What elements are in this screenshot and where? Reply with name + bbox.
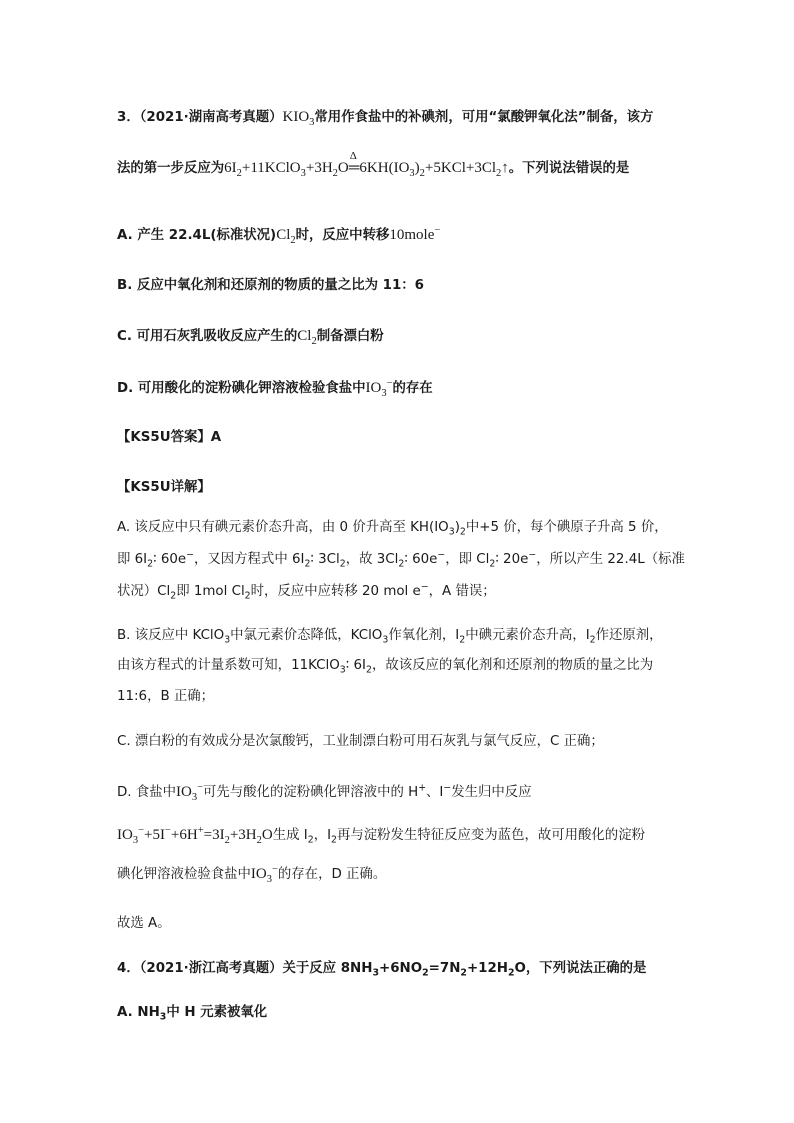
explanation-b-line-1: B. 该反应中 KClO$_3$中氯元素价态降低，KClO$_3$作氧化剂，$I_2$中碘元素价态升高，$I_2$作还原剂， xyxy=(117,628,663,646)
conclusion: 故选 A。 xyxy=(117,916,171,931)
q4-stem: 4．（2021·浙江高考真题）关于反应 $8NH_3+6NO_2=7N_2+12H_2O$，下列说法正确的是 xyxy=(117,961,647,979)
explanation-d-line-1: D. 食盐中$IO_3^-$可先与酸化的淀粉碘化钾溶液中的 H+、I−发生归中反应 xyxy=(117,782,532,803)
explanation-b-line-2: 由该方程式的计量系数可知，11KClO$_3$∶ $6I_2$，故该反应的氧化剂和还原剂的物质的量之比为 xyxy=(117,658,654,676)
explanation-b-line-3: 11:6，B 正确； xyxy=(117,689,215,704)
q3-stem-line-2: 法的第一步反应为$6I_2+11KClO_3+3H_2O$ Δ $═6KH(IO_3)_2+5KCl+3Cl_2↑$。下列说法错误的是 xyxy=(117,150,630,179)
heating-condition: Δ ═ xyxy=(348,150,360,176)
q3-answer: 【KS5U答案】A xyxy=(117,430,222,445)
explanation-a-line-2: 即 $6I_2∶$ 60e−，又因方程式中 $6I_2∶$ $3Cl_2$，故 $3Cl_2∶$ 60e−，即 $Cl_2∶$ 20e−，所以产生 22.4L（标准 xyxy=(117,549,685,570)
q3-detail-title: 【KS5U详解】 xyxy=(117,480,211,495)
explanation-d-line-2: $IO_3^-+5I^-+6H^+=3I_2+3H_2O$生成 $I_2$，$I_2$再与淀粉发生特征反应变为蓝色，故可用酸化的淀粉 xyxy=(117,825,645,846)
reaction-equation: $6I_2+11KClO_3+3H_2O$ Δ $═6KH(IO_3)_2+5KCl+3Cl_2↑$ xyxy=(224,150,509,179)
q3-option-c: C. 可用石灰乳吸收反应产生的$Cl_2$制备漂白粉 xyxy=(117,328,384,347)
explanation-a-line-3: 状况）$Cl_2$即 1mol $Cl_2$时，反应中应转移 20 mol e−，A 错误； xyxy=(117,581,496,602)
redox-equation: $IO_3^-+5I^-+6H^+=3I_2+3H_2O$ xyxy=(117,825,273,846)
explanation-c: C. 漂白粉的有效成分是次氯酸钙，工业制漂白粉可用石灰乳与氯气反应，C 正确； xyxy=(117,734,604,749)
explanation-d-line-3: 碘化钾溶液检验食盐中$IO_3^-$的存在，D 正确。 xyxy=(117,864,387,885)
q3-option-d: D. 可用酸化的淀粉碘化钾溶液检验食盐中$IO_3^-$的存在 xyxy=(117,378,433,399)
q3-stem-line-1: 3．（2021·湖南高考真题）$KIO_3$常用作食盐中的补碘剂，可用“氯酸钾氧化法”制备，该方 xyxy=(117,109,654,128)
explanation-a-line-1: A. 该反应中只有碘元素价态升高，由 0 价升高至 $KH(IO_3)_2$中+5 价，每个碘原子升高 5 价， xyxy=(117,520,668,538)
q3-option-b: B. 反应中氧化剂和还原剂的物质的量之比为 11：6 xyxy=(117,278,424,293)
q4-option-a: A. $NH_3$中 H 元素被氧化 xyxy=(117,1005,268,1023)
q3-option-a: A. 产生 22.4L(标准状况)$Cl_2$时，反应中转移10mole− xyxy=(117,225,441,246)
